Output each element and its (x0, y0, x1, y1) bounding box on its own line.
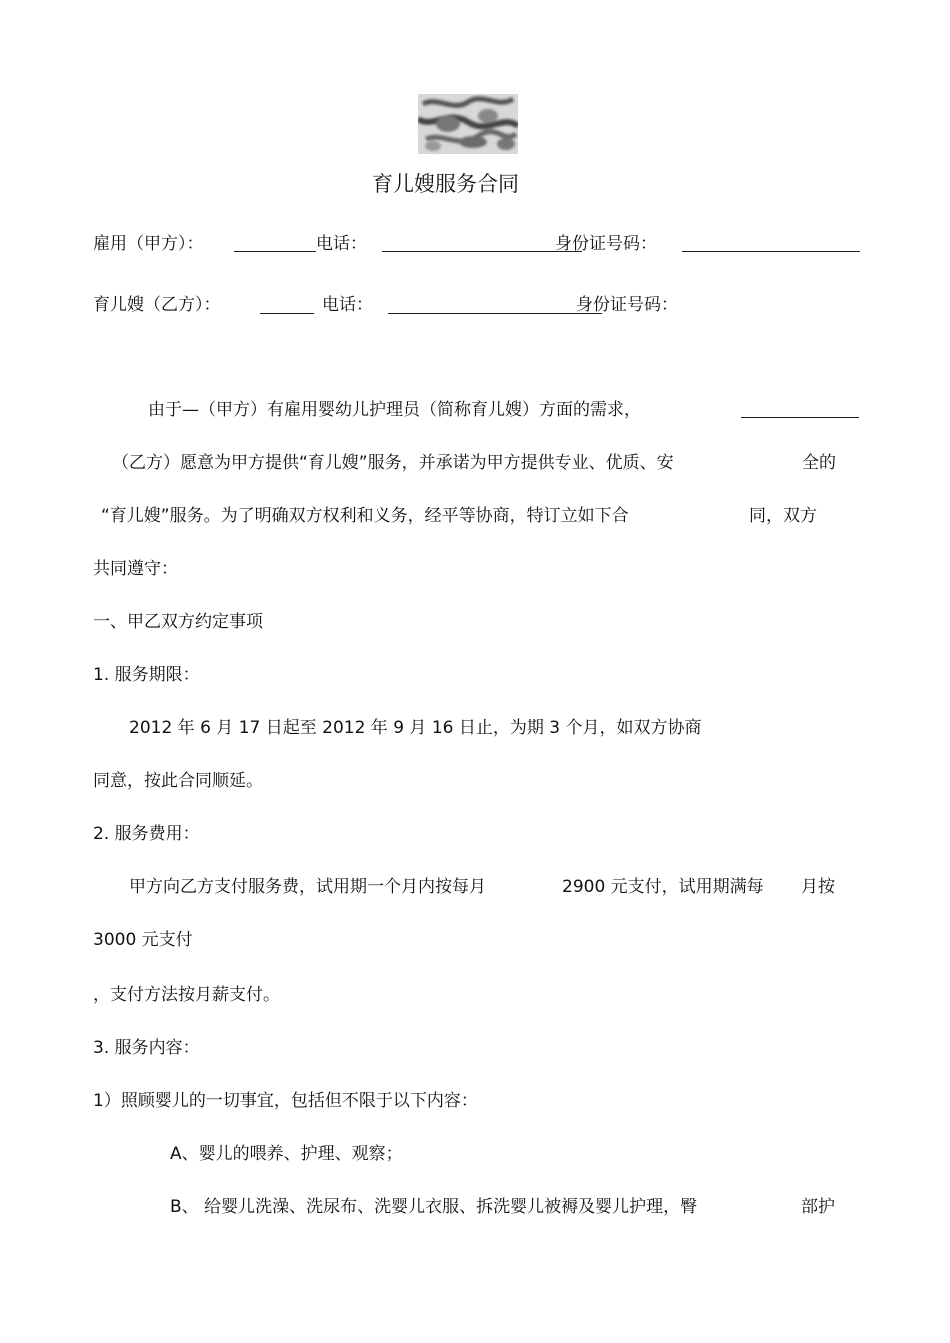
item-2-line-1c: 月按 (801, 877, 835, 897)
item-3-a: A、婴儿的喂养、护理、观察； (170, 1144, 403, 1164)
item-3-title: 3. 服务内容： (93, 1038, 200, 1058)
intro-line-3b: 同，双方 (749, 506, 817, 526)
intro-line-4: 共同遵守： (93, 559, 178, 579)
party-a-phone-blank (382, 251, 582, 252)
party-b-phone-blank (388, 313, 602, 314)
party-a-id-blank (682, 251, 860, 252)
item-2-title: 2. 服务费用： (93, 824, 200, 844)
party-b-phone-label: 电话： (322, 295, 373, 315)
item-2-line-2: 3000 元支付 (93, 930, 193, 950)
party-a-name-blank (234, 251, 316, 252)
item-3-b-1: B、 给婴儿洗澡、洗尿布、洗婴儿衣服、拆洗婴儿被褥及婴儿护理，臀 (170, 1197, 698, 1217)
item-2-line-3: ，支付方法按月薪支付。 (93, 985, 280, 1005)
section-1-heading: 一、甲乙双方约定事项 (93, 612, 263, 632)
item-2-line-1b: 2900 元支付，试用期满每 (562, 877, 764, 897)
party-b-label: 育儿嫂（乙方）： (93, 295, 221, 315)
item-1-line-2: 同意，按此合同顺延。 (93, 771, 263, 791)
intro-blank (741, 417, 859, 418)
item-3-b-2: 部护 (801, 1197, 835, 1217)
item-1-line-1: 2012 年 6 月 17 日起至 2012 年 9 月 16 日止，为期 3 个月，如双方协商 (129, 718, 702, 738)
intro-line-2b: 全的 (802, 453, 836, 473)
party-a-id-label: 身份证号码： (555, 234, 657, 254)
party-a-phone-label: 电话： (316, 234, 367, 254)
party-b-name-blank (260, 313, 314, 314)
item-2-line-1a: 甲方向乙方支付服务费，试用期一个月内按每月 (129, 877, 486, 897)
item-3-sub-1: 1）照顾婴儿的一切事宜，包括但不限于以下内容： (93, 1091, 478, 1111)
intro-line-2a: （乙方）愿意为甲方提供“育儿嫂”服务，并承诺为甲方提供专业、优质、安 (112, 453, 674, 473)
logo-image (418, 94, 518, 154)
intro-line-1: 由于—（甲方）有雇用婴幼儿护理员（简称育儿嫂）方面的需求， (148, 400, 641, 420)
party-b-id-label: 身份证号码： (576, 295, 678, 315)
item-1-title: 1. 服务期限： (93, 665, 200, 685)
page-title: 育儿嫂服务合同 (372, 172, 519, 196)
party-a-label: 雇用（甲方）： (93, 234, 204, 254)
intro-line-3a: “育儿嫂”服务。为了明确双方权利和义务，经平等协商，特订立如下合 (101, 506, 629, 526)
